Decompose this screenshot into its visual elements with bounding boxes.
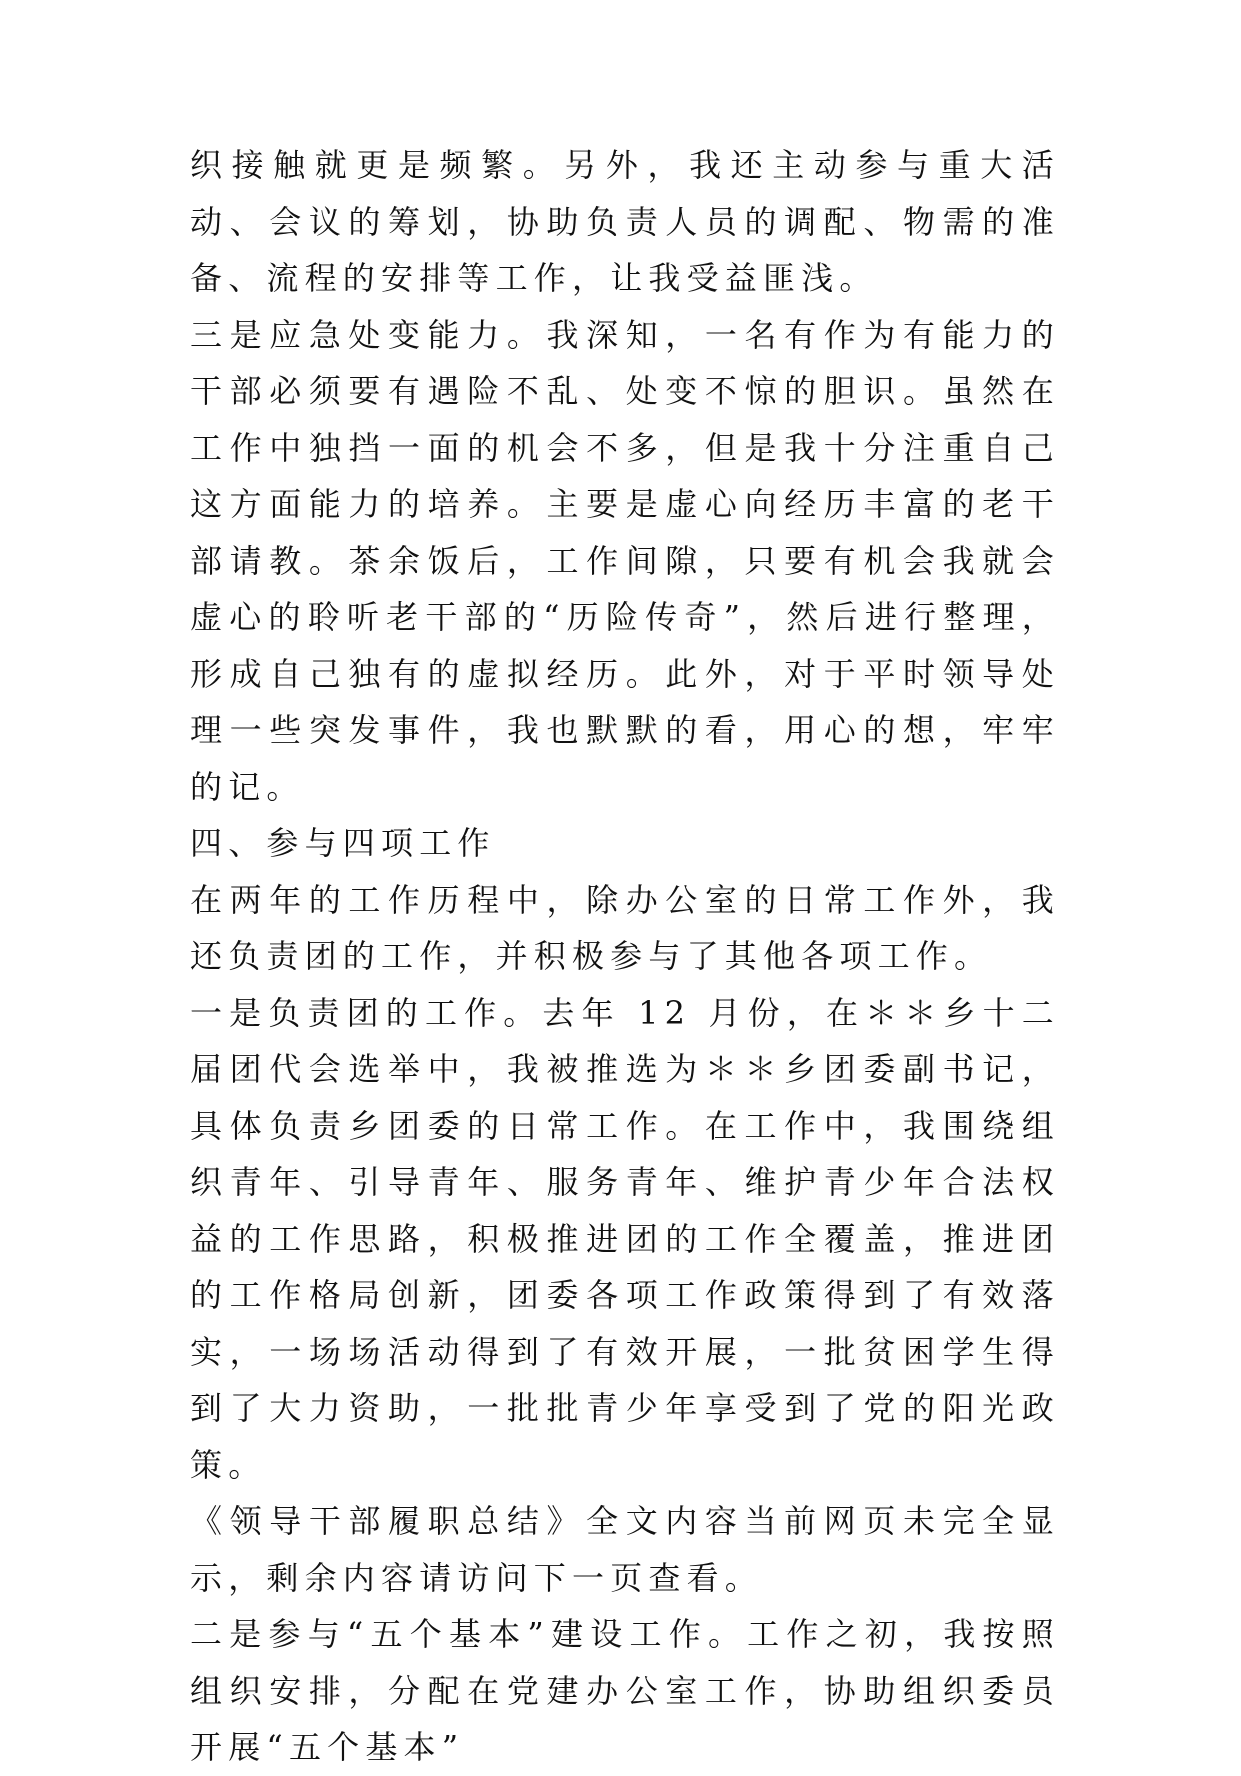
- section-heading: 四、参与四项工作: [190, 824, 496, 862]
- paragraph-youth-league: 一是负责团的工作。去年 12 月份，在＊＊乡十二届团代会选举中，我被推选为＊＊乡团委副书记，具体负责乡团委的日常工作。在工作中，我围绕组织青年、引导青年、服务青年、维护青少年合法权益的工作思路，积极推进团的工作全覆盖，推进团的工作格局创新，团委各项工作政策得到了有效落实，一场场活动得到了有效开展，一批贫困学生得到了大力资助，一批批青少年享受到了党的阳光政策。: [190, 993, 1060, 1484]
- paragraph-intro: 在两年的工作历程中，除办公室的日常工作外，我还负责团的工作，并积极参与了其他各项工作。: [190, 880, 1060, 975]
- document-body: [190, 137, 1060, 1776]
- paragraph-continuation: 织接触就更是频繁。另外，我还主动参与重大活动、会议的筹划，协助负责人员的调配、物需的准备、流程的安排等工作，让我受益匪浅。: [190, 146, 1060, 297]
- paragraph-five-basics: 二是参与“五个基本”建设工作。工作之初，我按照组织安排，分配在党建办公室工作，协助组织委员开展“五个基本”: [190, 1615, 1060, 1766]
- paragraph-emergency-response: 三是应急处变能力。我深知，一名有作为有能力的干部必须要有遇险不乱、处变不惊的胆识。虽然在工作中独挡一面的机会不多，但是我十分注重自己这方面能力的培养。主要是虚心向经历丰富的老干部请教。茶余饭后，工作间隙，只要有机会我就会虚心的聆听老干部的“历险传奇”，然后进行整理，形成自己独有的虚拟经历。此外，对于平时领导处理一些突发事件，我也默默的看，用心的想，牢牢的记。: [190, 315, 1060, 806]
- paragraph-page-notice: 《领导干部履职总结》全文内容当前网页未完全显示，剩余内容请访问下一页查看。: [190, 1502, 1060, 1597]
